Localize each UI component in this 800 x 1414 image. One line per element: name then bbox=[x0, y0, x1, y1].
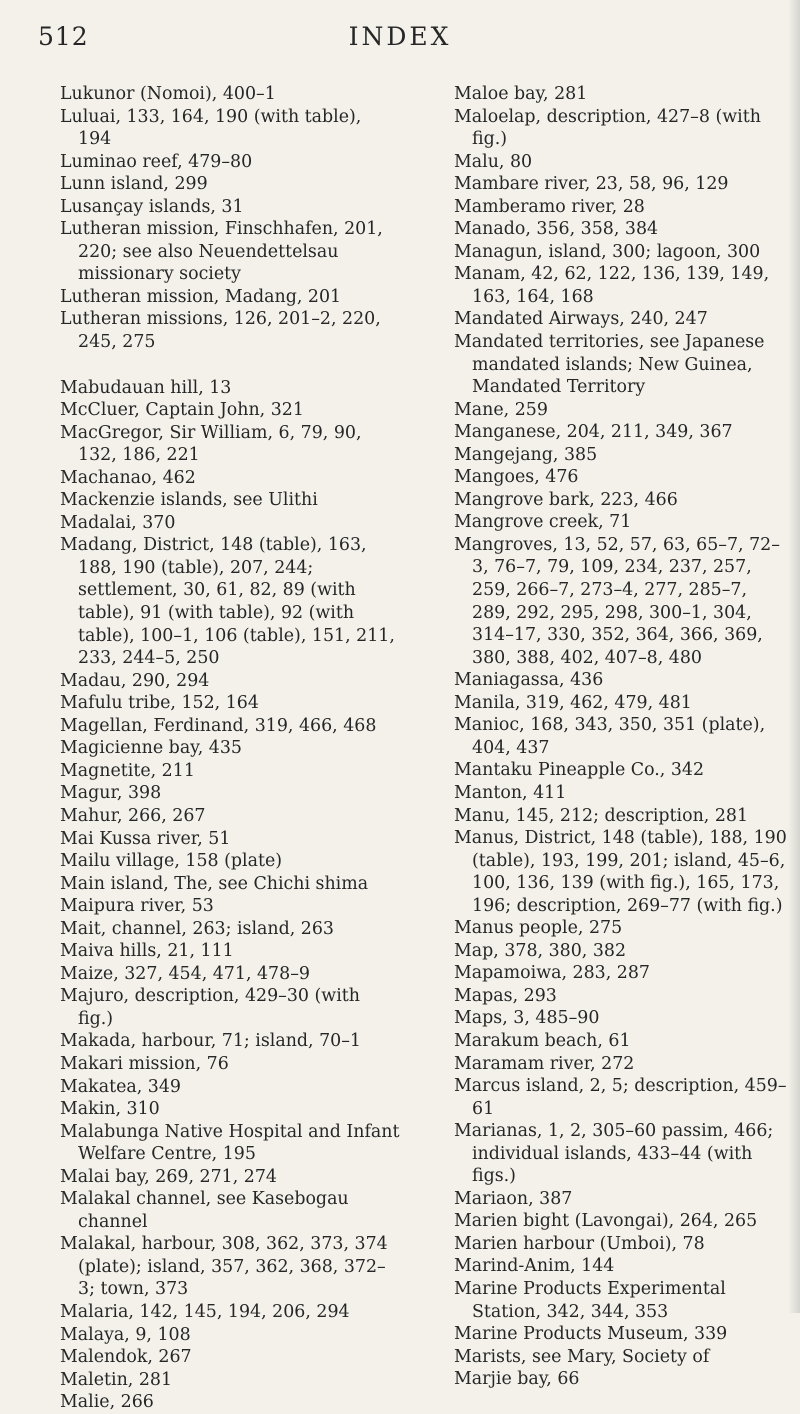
index-entry: Malendok, 267 bbox=[60, 1347, 192, 1368]
index-entry: Madang, District, 148 (table), 163, 188, 190 (table), 207, 244; settlement, 30, 61, 82, 89 (with table), 91 (with table), 92 (with table), 100–1, 106 (table), 151, 211, 233, 244–5, 250 bbox=[60, 535, 395, 669]
index-entry: Marien bight (Lavongai), 264, 265 bbox=[454, 1211, 758, 1232]
index-entry: Mangrove creek, 71 bbox=[454, 512, 632, 533]
index-entry: Maniagassa, 436 bbox=[454, 670, 604, 691]
index-entry: Luluai, 133, 164, 190 (with table), 194 bbox=[60, 106, 362, 150]
index-entry: Lunn island, 299 bbox=[60, 174, 208, 195]
index-entry: Lutheran mission, Finschhafen, 201, 220; see also Neuendettelsau missionary society bbox=[60, 219, 383, 285]
index-entry: Maramam river, 272 bbox=[454, 1053, 635, 1074]
index-entry: Mabudauan hill, 13 bbox=[60, 377, 232, 398]
index-entry: Manton, 411 bbox=[454, 782, 567, 803]
index-entry: Makatea, 349 bbox=[60, 1076, 181, 1097]
index-entry: Manado, 356, 358, 384 bbox=[454, 219, 659, 240]
index-entry: Mangoes, 476 bbox=[454, 467, 579, 488]
page-number: 512 bbox=[38, 22, 89, 51]
index-entry: Manam, 42, 62, 122, 136, 139, 149, 163, 164, 168 bbox=[454, 264, 770, 307]
page-spine-shadow bbox=[788, 0, 800, 1313]
index-entry: Marjie bay, 66 bbox=[454, 1369, 580, 1390]
index-entry: Maize, 327, 454, 471, 478–9 bbox=[60, 963, 310, 984]
index-entry: Malai bay, 269, 271, 274 bbox=[60, 1166, 277, 1187]
index-entry: Makada, harbour, 71; island, 70–1 bbox=[60, 1031, 361, 1052]
index-entry: Maletin, 281 bbox=[60, 1369, 173, 1390]
index-entry: Malaria, 142, 145, 194, 206, 294 bbox=[60, 1301, 350, 1322]
index-entry: Lukunor (Nomoi), 400–1 bbox=[60, 84, 276, 104]
index-entry: Maipura river, 53 bbox=[60, 896, 214, 917]
section-gap bbox=[60, 354, 400, 377]
index-entry: Marakum beach, 61 bbox=[454, 1030, 631, 1051]
index-entry: MacGregor, Sir William, 6, 79, 90, 132, 186, 221 bbox=[60, 422, 362, 466]
index-entry: Marien harbour (Umboi), 78 bbox=[454, 1233, 705, 1254]
index-entry: Mangejang, 385 bbox=[454, 444, 598, 465]
index-entry: Manila, 319, 462, 479, 481 bbox=[454, 692, 692, 713]
index-entry: Mantaku Pineapple Co., 342 bbox=[454, 760, 705, 781]
index-entry: Mailu village, 158 (plate) bbox=[60, 851, 283, 872]
index-entry: Marine Products Museum, 339 bbox=[454, 1324, 728, 1345]
index-entry: Mariaon, 387 bbox=[454, 1188, 573, 1209]
index-entry: Magellan, Ferdinand, 319, 466, 468 bbox=[60, 715, 377, 736]
index-entry: Marind-Anim, 144 bbox=[454, 1256, 615, 1277]
index-entry: McCluer, Captain John, 321 bbox=[60, 400, 304, 421]
index-entry: Majuro, description, 429–30 (with fig.) bbox=[60, 986, 360, 1029]
index-entry: Marianas, 1, 2, 305–60 passim, 466; individual islands, 433–44 (with figs.) bbox=[454, 1121, 774, 1187]
index-entry: Malie, 266 bbox=[60, 1392, 154, 1413]
index-entry: Lusançay islands, 31 bbox=[60, 196, 244, 217]
index-entry: Marine Products Experimental Station, 342, 344, 353 bbox=[454, 1278, 726, 1322]
index-entry: Manu, 145, 212; description, 281 bbox=[454, 805, 749, 826]
index-entry: Maloe bay, 281 bbox=[454, 84, 588, 104]
index-entry: Maps, 3, 485–90 bbox=[454, 1008, 600, 1029]
index-entry: Magur, 398 bbox=[60, 783, 162, 804]
index-entry: Malu, 80 bbox=[454, 151, 533, 172]
index-entry: Makin, 310 bbox=[60, 1099, 160, 1120]
index-entry: Manus, District, 148 (table), 188, 190 (table), 193, 199, 201; island, 45–6, 100, 136, 139 (with fig.), 165, 173, 196; description, 269–77 (with fig.) bbox=[454, 828, 787, 916]
index-entry: Managun, island, 300; lagoon, 300 bbox=[454, 241, 761, 262]
index-entry: Madalai, 370 bbox=[60, 512, 176, 533]
index-entry: Mackenzie islands, see Ulithi bbox=[60, 490, 318, 511]
index-entry: Marists, see Mary, Society of bbox=[454, 1346, 710, 1367]
index-entry: Madau, 290, 294 bbox=[60, 670, 210, 691]
index-entry: Malabunga Native Hospital and Infant Welfare Centre, 195 bbox=[60, 1121, 400, 1165]
index-entry: Mandated Airways, 240, 247 bbox=[454, 309, 708, 330]
index-entry: Malakal, harbour, 308, 362, 373, 374 (plate); island, 357, 362, 368, 372–3; town, 373 bbox=[60, 1234, 388, 1300]
index-entry: Mapamoiwa, 283, 287 bbox=[454, 963, 650, 984]
index-entry: Mandated territories, see Japanese mandated islands; New Guinea, Mandated Territory bbox=[454, 332, 765, 398]
index-entry: Manus people, 275 bbox=[454, 918, 623, 939]
index-entry: Mangroves, 13, 52, 57, 63, 65–7, 72–3, 76–7, 79, 109, 234, 237, 257, 259, 266–7, 273–4, 277, 285–7, 289, 292, 295, 298, 300–1, 304, 314–17, 330, 352, 364, 366, 369, 380, 388, 402, 407–8, 480 bbox=[454, 534, 780, 668]
index-entry: Magnetite, 211 bbox=[60, 760, 195, 781]
index-entry: Manganese, 204, 211, 349, 367 bbox=[454, 422, 733, 443]
left-column bbox=[60, 83, 400, 1414]
index-entry: Mangrove bark, 223, 466 bbox=[454, 489, 678, 510]
index-entry: Mane, 259 bbox=[454, 399, 548, 420]
index-entry: Mamberamo river, 28 bbox=[454, 196, 645, 217]
index-entry: Maloelap, description, 427–8 (with fig.) bbox=[454, 106, 761, 150]
index-entry: Lutheran missions, 126, 201–2, 220, 245, 275 bbox=[60, 309, 381, 353]
index-entry: Lutheran mission, Madang, 201 bbox=[60, 286, 342, 307]
index-entry: Magicienne bay, 435 bbox=[60, 738, 242, 759]
index-entry: Makari mission, 76 bbox=[60, 1053, 229, 1074]
index-entry: Mait, channel, 263; island, 263 bbox=[60, 918, 334, 939]
index-entry: Malakal channel, see Kasebogau channel bbox=[60, 1189, 349, 1232]
index-entry: Map, 378, 380, 382 bbox=[454, 940, 627, 961]
index-entry: Mahur, 266, 267 bbox=[60, 805, 206, 826]
index-entry: Mafulu tribe, 152, 164 bbox=[60, 693, 259, 714]
index-entry: Mapas, 293 bbox=[454, 985, 557, 1006]
index-entry: Mai Kussa river, 51 bbox=[60, 828, 231, 849]
index-entry: Luminao reef, 479–80 bbox=[60, 151, 253, 172]
right-column bbox=[454, 83, 790, 1391]
index-entry: Malaya, 9, 108 bbox=[60, 1324, 191, 1345]
running-head: INDEX bbox=[348, 22, 452, 51]
index-entry: Main island, The, see Chichi shima bbox=[60, 873, 369, 894]
index-entry: Manioc, 168, 343, 350, 351 (plate), 404, 437 bbox=[454, 715, 766, 758]
index-entry: Marcus island, 2, 5; description, 459–61 bbox=[454, 1076, 787, 1119]
index-entry: Maiva hills, 21, 111 bbox=[60, 941, 234, 962]
index-entry: Machanao, 462 bbox=[60, 467, 196, 488]
index-entry: Mambare river, 23, 58, 96, 129 bbox=[454, 174, 729, 195]
